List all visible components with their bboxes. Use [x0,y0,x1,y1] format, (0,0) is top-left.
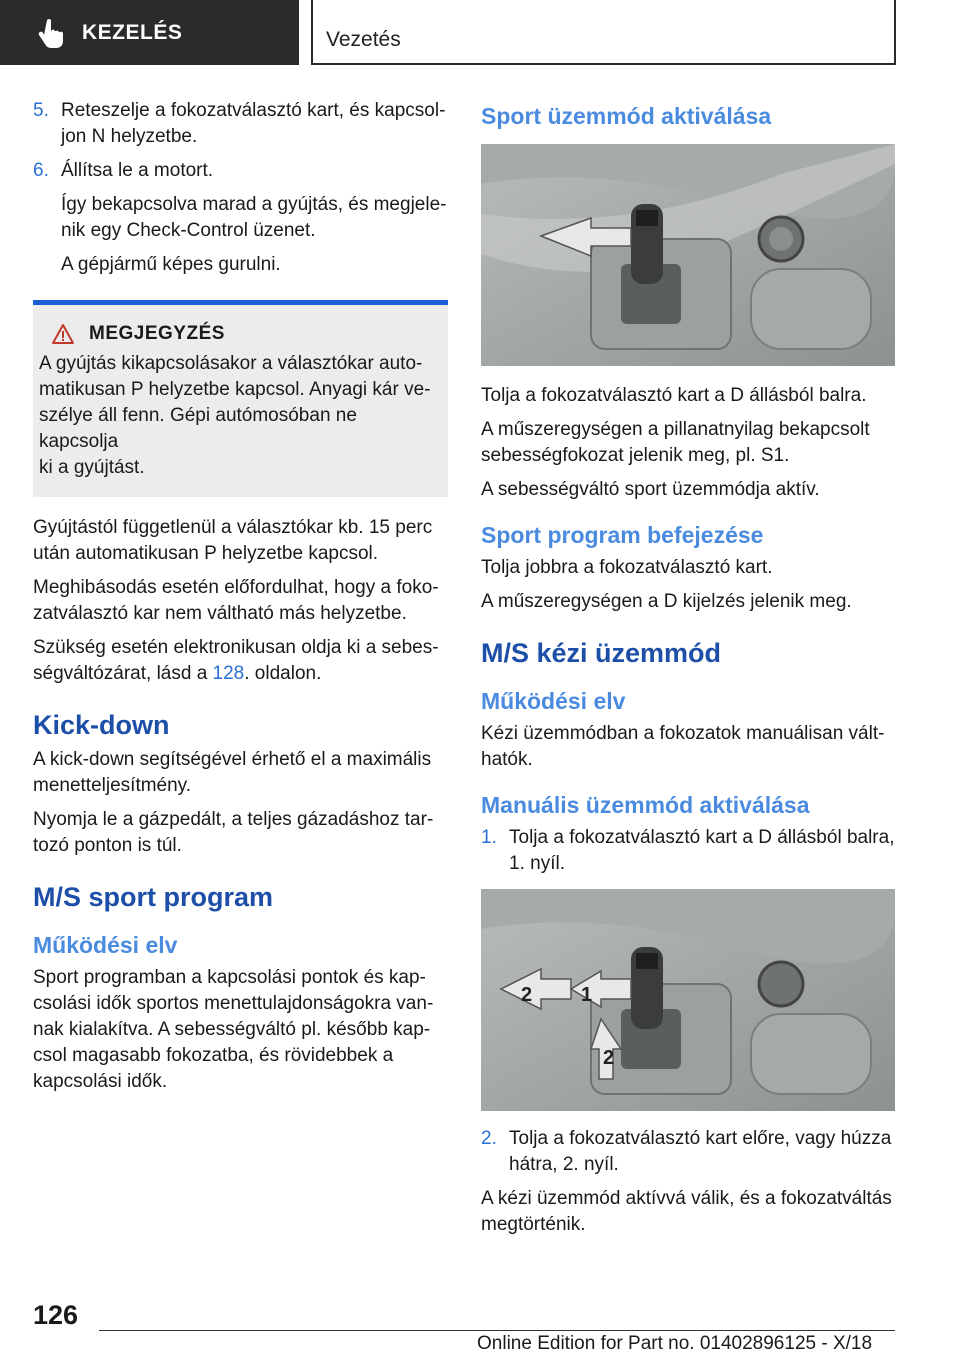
paragraph: Gyújtástól függetlenül a választókar kb. 15 perc után automatikusan P helyzetbe kapcsol. [33,517,433,564]
manual-step-2 [481,1126,895,1178]
left-column [33,98,448,1095]
step-number: 5. [33,100,49,121]
paragraph: A sebességváltó sport üzemmódja aktív. [481,479,820,500]
chapter-title: KEZELÉS [82,20,183,44]
step-6-detail-2: A gépjármű képes gurulni. [61,254,281,275]
heading-manual: M/S kézi üzemmód [481,638,722,668]
note-text: A gyújtás kikapcsolásakor a választókar auto- matikusan P helyzetbe kapcsol. Anyagi kár ve- szélye áll fenn. Gépi autómosóban ne kapcsolja ki a gyújtást. [39,353,431,478]
gear-selector-photo [481,144,895,366]
paragraph: A kézi üzemmód aktívvá válik, és a fokozatváltás megtörténik. [481,1188,892,1235]
paragraph: Nyomja le a gázpedált, a teljes gázadáshoz tar- tozó ponton is túl. [33,809,434,856]
heading-sport-activation: Sport üzemmód aktiválása [481,103,772,129]
right-column [481,98,895,1238]
paragraph-text: Szükség esetén elektronikusan oldja ki a sebes- ségváltózárat, lásd a [33,637,439,684]
subheading-principle: Működési elv [481,688,626,714]
step-5 [33,98,448,150]
step-6-detail: Így bekapcsolva marad a gyújtás, és megjele- nik egy Check-Control üzenet. [61,194,447,241]
heading-kickdown: Kick-down [33,710,170,740]
page-number: 126 [33,1300,79,1330]
step-text: Állítsa le a motort. [61,160,214,181]
paragraph-with-link [33,635,448,687]
gear-selector-manual-photo [481,889,895,1111]
step-number: 2. [481,1128,497,1149]
step-text: Reteszelje a fokozatválasztó kart, és kapcsol- jon N helyzetbe. [61,100,446,147]
note-title: MEGJEGYZÉS [89,323,225,344]
warning-icon [51,323,75,345]
heading-ms-sport: M/S sport program [33,882,274,912]
chapter-tab [0,0,299,65]
paragraph: Tolja jobbra a fokozatválasztó kart. [481,557,773,578]
paragraph: Tolja a fokozatválasztó kart a D állásból balra. [481,385,867,406]
arrow-label-1: 1 [581,984,593,1006]
step-text: Tolja a fokozatválasztó kart előre, vagy húzza hátra, 2. nyíl. [509,1128,892,1175]
paragraph: Kézi üzemmódban a fokozatok manuálisan vált- hatók. [481,723,885,770]
paragraph: A műszeregységen a D kijelzés jelenik meg. [481,591,852,612]
step-text: Tolja a fokozatválasztó kart a D állásból balra, 1. nyíl. [509,827,895,874]
section-tab [311,0,896,65]
paragraph: A műszeregységen a pillanatnyilag bekapcsolt sebességfokozat jelenik meg, pl. S1. [481,419,870,466]
subheading-principle: Működési elv [33,932,178,958]
manual-step-1 [481,825,895,877]
note-box [33,300,448,497]
hand-icon [38,18,64,48]
paragraph: Sport programban a kapcsolási pontok és kap- csolási idők sportos menettulajdonságokra van- nak kialakítva. A sebességváltó pl. később kap- csol magasabb fokozatba, és rövidebbek a kapcsolási idők. [33,967,434,1092]
footer-divider [99,1330,895,1331]
step-number: 1. [481,827,497,848]
paragraph: A kick-down segítségével érhető el a maximális menetteljesítmény. [33,749,432,796]
heading-sport-end: Sport program befejezése [481,522,764,548]
step-number: 6. [33,160,49,181]
arrow-label-2: 2 [521,984,533,1006]
page-link[interactable]: 128 [212,663,245,684]
section-title: Vezetés [326,28,401,51]
paragraph: Meghibásodás esetén előfordulhat, hogy a foko- zatválasztó kar nem váltható más helyzetbe. [33,577,439,624]
edition-text: Online Edition for Part no. 01402896125 - X/18 [477,1333,873,1354]
heading-manual-activation: Manuális üzemmód aktiválása [481,792,810,818]
arrow-label-2: 2 [603,1047,615,1069]
paragraph-text: . oldalon. [244,663,322,684]
step-6 [33,158,448,184]
